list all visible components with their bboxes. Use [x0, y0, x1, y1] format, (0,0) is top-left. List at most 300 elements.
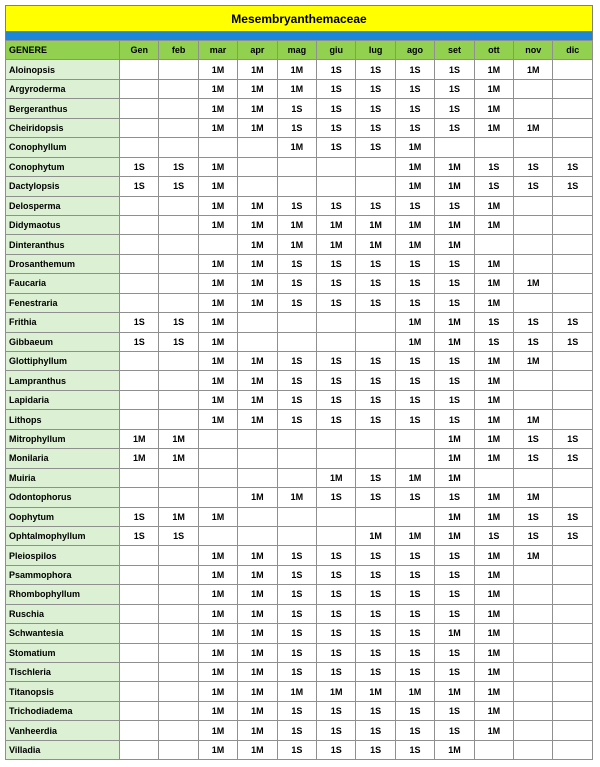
- schedule-cell: 1S: [356, 663, 395, 682]
- schedule-cell: [277, 468, 316, 487]
- schedule-cell: 1M: [238, 274, 277, 293]
- schedule-cell: 1M: [198, 157, 237, 176]
- genus-cell: Bergeranthus: [6, 99, 120, 118]
- schedule-cell: 1S: [474, 177, 513, 196]
- schedule-cell: [159, 585, 198, 604]
- column-header-apr: apr: [238, 41, 277, 60]
- genus-cell: Fenestraria: [6, 293, 120, 312]
- schedule-cell: [198, 429, 237, 448]
- schedule-cell: [553, 371, 593, 390]
- schedule-cell: [120, 274, 159, 293]
- schedule-cell: [356, 177, 395, 196]
- schedule-cell: [120, 740, 159, 759]
- table-row: [6, 507, 593, 526]
- schedule-cell: 1M: [474, 663, 513, 682]
- schedule-cell: 1S: [356, 196, 395, 215]
- schedule-cell: 1M: [238, 118, 277, 137]
- schedule-cell: 1M: [317, 468, 356, 487]
- schedule-cell: 1M: [198, 682, 237, 701]
- schedule-cell: [514, 468, 553, 487]
- schedule-cell: [198, 449, 237, 468]
- schedule-cell: [553, 643, 593, 662]
- schedule-cell: 1M: [474, 546, 513, 565]
- table-row: [6, 682, 593, 701]
- schedule-cell: [159, 254, 198, 273]
- schedule-cell: 1S: [435, 254, 474, 273]
- schedule-cell: 1S: [553, 449, 593, 468]
- schedule-cell: [514, 79, 553, 98]
- schedule-cell: 1M: [277, 235, 316, 254]
- schedule-cell: 1S: [395, 488, 434, 507]
- schedule-cell: 1M: [435, 235, 474, 254]
- schedule-cell: 1S: [435, 585, 474, 604]
- schedule-cell: 1M: [198, 99, 237, 118]
- schedule-cell: 1M: [474, 721, 513, 740]
- schedule-cell: [277, 157, 316, 176]
- schedule-cell: 1S: [277, 721, 316, 740]
- schedule-cell: 1M: [238, 488, 277, 507]
- schedule-cell: 1S: [356, 390, 395, 409]
- schedule-cell: [514, 701, 553, 720]
- schedule-cell: 1M: [474, 274, 513, 293]
- schedule-cell: 1M: [238, 215, 277, 234]
- schedule-cell: [553, 274, 593, 293]
- schedule-cell: 1S: [277, 118, 316, 137]
- schedule-cell: 1S: [356, 488, 395, 507]
- schedule-cell: 1S: [395, 663, 434, 682]
- schedule-cell: 1S: [356, 604, 395, 623]
- schedule-cell: 1M: [198, 643, 237, 662]
- schedule-cell: 1M: [474, 624, 513, 643]
- schedule-cell: [159, 235, 198, 254]
- schedule-cell: [514, 215, 553, 234]
- schedule-cell: 1M: [395, 332, 434, 351]
- schedule-cell: [238, 313, 277, 332]
- schedule-cell: 1S: [277, 546, 316, 565]
- table-row: [6, 118, 593, 137]
- schedule-cell: 1S: [395, 721, 434, 740]
- column-header-dic: dic: [553, 41, 593, 60]
- schedule-cell: 1S: [277, 99, 316, 118]
- schedule-cell: [277, 526, 316, 545]
- schedule-cell: [356, 507, 395, 526]
- schedule-cell: 1M: [435, 177, 474, 196]
- schedule-cell: [120, 60, 159, 79]
- schedule-cell: [238, 138, 277, 157]
- schedule-cell: 1M: [474, 585, 513, 604]
- schedule-cell: 1S: [395, 371, 434, 390]
- table-row: [6, 293, 593, 312]
- schedule-cell: 1M: [277, 488, 316, 507]
- genus-cell: Gibbaeum: [6, 332, 120, 351]
- schedule-cell: [553, 293, 593, 312]
- schedule-cell: 1M: [277, 215, 316, 234]
- schedule-cell: [120, 196, 159, 215]
- schedule-cell: 1M: [198, 565, 237, 584]
- schedule-cell: 1S: [317, 352, 356, 371]
- schedule-cell: 1M: [238, 99, 277, 118]
- schedule-cell: 1M: [474, 410, 513, 429]
- schedule-cell: 1M: [474, 643, 513, 662]
- schedule-cell: 1M: [435, 740, 474, 759]
- schedule-cell: 1M: [395, 526, 434, 545]
- schedule-cell: 1S: [356, 138, 395, 157]
- schedule-cell: 1M: [514, 352, 553, 371]
- schedule-cell: 1M: [474, 215, 513, 234]
- schedule-cell: 1M: [198, 701, 237, 720]
- schedule-cell: 1S: [435, 488, 474, 507]
- schedule-cell: 1S: [435, 293, 474, 312]
- genus-cell: Glottiphyllum: [6, 352, 120, 371]
- schedule-cell: 1S: [395, 293, 434, 312]
- schedule-cell: 1S: [356, 410, 395, 429]
- schedule-cell: 1M: [159, 507, 198, 526]
- genus-cell: Vanheerdia: [6, 721, 120, 740]
- schedule-cell: 1S: [159, 177, 198, 196]
- schedule-cell: 1S: [317, 390, 356, 409]
- schedule-cell: 1S: [435, 701, 474, 720]
- schedule-cell: 1M: [356, 526, 395, 545]
- schedule-cell: 1S: [356, 468, 395, 487]
- schedule-cell: 1S: [277, 663, 316, 682]
- schedule-cell: 1M: [435, 682, 474, 701]
- schedule-cell: [356, 157, 395, 176]
- schedule-cell: 1S: [277, 643, 316, 662]
- schedule-cell: [514, 196, 553, 215]
- schedule-cell: 1M: [474, 565, 513, 584]
- schedule-cell: 1S: [317, 624, 356, 643]
- schedule-cell: 1S: [317, 371, 356, 390]
- schedule-cell: [553, 390, 593, 409]
- schedule-cell: 1M: [198, 118, 237, 137]
- schedule-cell: [120, 99, 159, 118]
- schedule-cell: 1S: [474, 157, 513, 176]
- schedule-cell: 1S: [395, 79, 434, 98]
- table-row: [6, 99, 593, 118]
- schedule-cell: [514, 371, 553, 390]
- schedule-cell: 1M: [395, 177, 434, 196]
- schedule-cell: 1M: [395, 138, 434, 157]
- schedule-cell: [553, 196, 593, 215]
- genus-cell: Oophytum: [6, 507, 120, 526]
- table-row: [6, 721, 593, 740]
- schedule-cell: [159, 546, 198, 565]
- genus-cell: Faucaria: [6, 274, 120, 293]
- schedule-cell: 1S: [435, 721, 474, 740]
- schedule-cell: [474, 468, 513, 487]
- schedule-cell: [159, 740, 198, 759]
- schedule-cell: 1S: [395, 740, 434, 759]
- column-header-nov: nov: [514, 41, 553, 60]
- schedule-cell: 1S: [553, 429, 593, 448]
- schedule-cell: [356, 313, 395, 332]
- schedule-cell: 1S: [395, 546, 434, 565]
- schedule-cell: [120, 118, 159, 137]
- schedule-cell: 1M: [474, 254, 513, 273]
- schedule-cell: 1S: [435, 274, 474, 293]
- schedule-cell: 1S: [317, 701, 356, 720]
- schedule-cell: [120, 254, 159, 273]
- schedule-cell: 1M: [198, 60, 237, 79]
- schedule-cell: 1S: [159, 157, 198, 176]
- schedule-cell: 1M: [198, 721, 237, 740]
- genus-cell: Psammophora: [6, 565, 120, 584]
- schedule-cell: 1S: [356, 624, 395, 643]
- column-header-giu: giu: [317, 41, 356, 60]
- table-row: [6, 624, 593, 643]
- schedule-cell: 1M: [514, 410, 553, 429]
- schedule-cell: 1S: [395, 410, 434, 429]
- schedule-cell: [553, 118, 593, 137]
- schedule-cell: [238, 429, 277, 448]
- schedule-cell: [238, 177, 277, 196]
- schedule-cell: 1M: [435, 429, 474, 448]
- table-row: [6, 604, 593, 623]
- schedule-cell: [120, 410, 159, 429]
- column-header-ago: ago: [395, 41, 434, 60]
- spreadsheet: [5, 5, 593, 760]
- genus-cell: Lampranthus: [6, 371, 120, 390]
- schedule-cell: [514, 740, 553, 759]
- schedule-cell: 1S: [395, 624, 434, 643]
- schedule-cell: 1M: [238, 643, 277, 662]
- schedule-cell: 1M: [198, 546, 237, 565]
- schedule-cell: 1M: [474, 682, 513, 701]
- schedule-cell: 1M: [277, 60, 316, 79]
- schedule-cell: 1M: [198, 177, 237, 196]
- schedule-cell: [474, 740, 513, 759]
- schedule-cell: [120, 546, 159, 565]
- schedule-cell: 1S: [435, 60, 474, 79]
- schedule-cell: [238, 526, 277, 545]
- table-row: [6, 177, 593, 196]
- schedule-cell: [553, 99, 593, 118]
- schedule-cell: [198, 526, 237, 545]
- table-row: [6, 643, 593, 662]
- schedule-cell: [514, 643, 553, 662]
- schedule-cell: 1M: [474, 60, 513, 79]
- schedule-cell: [120, 643, 159, 662]
- schedule-cell: 1M: [238, 293, 277, 312]
- schedule-cell: [317, 332, 356, 351]
- schedule-cell: [514, 682, 553, 701]
- schedule-cell: 1S: [435, 410, 474, 429]
- schedule-cell: 1M: [238, 352, 277, 371]
- schedule-cell: 1S: [317, 99, 356, 118]
- schedule-cell: 1M: [198, 274, 237, 293]
- schedule-cell: [395, 507, 434, 526]
- schedule-cell: [120, 390, 159, 409]
- schedule-cell: 1S: [395, 643, 434, 662]
- schedule-cell: 1S: [553, 332, 593, 351]
- schedule-cell: 1M: [474, 118, 513, 137]
- schedule-cell: 1S: [317, 488, 356, 507]
- schedule-cell: [238, 449, 277, 468]
- schedule-cell: 1S: [317, 196, 356, 215]
- schedule-cell: 1S: [356, 740, 395, 759]
- schedule-cell: 1S: [356, 79, 395, 98]
- schedule-cell: 1S: [277, 410, 316, 429]
- schedule-cell: [553, 138, 593, 157]
- schedule-cell: 1M: [277, 79, 316, 98]
- genus-cell: Villadia: [6, 740, 120, 759]
- schedule-cell: 1M: [238, 235, 277, 254]
- schedule-cell: [198, 468, 237, 487]
- column-header-set: set: [435, 41, 474, 60]
- schedule-cell: 1S: [553, 157, 593, 176]
- table-row: [6, 371, 593, 390]
- schedule-cell: 1M: [474, 99, 513, 118]
- schedule-cell: 1M: [474, 488, 513, 507]
- schedule-cell: 1M: [238, 663, 277, 682]
- table-row: [6, 546, 593, 565]
- table-row: [6, 352, 593, 371]
- schedule-cell: [317, 507, 356, 526]
- schedule-cell: [120, 293, 159, 312]
- schedule-cell: [514, 254, 553, 273]
- schedule-cell: 1S: [356, 99, 395, 118]
- schedule-cell: 1S: [277, 701, 316, 720]
- schedule-cell: 1S: [356, 643, 395, 662]
- schedule-cell: [120, 585, 159, 604]
- schedule-cell: [277, 313, 316, 332]
- schedule-cell: 1M: [198, 624, 237, 643]
- schedule-cell: 1S: [317, 604, 356, 623]
- column-header-feb: feb: [159, 41, 198, 60]
- schedule-cell: [120, 79, 159, 98]
- schedule-cell: [553, 254, 593, 273]
- schedule-cell: 1S: [514, 332, 553, 351]
- schedule-cell: 1S: [317, 118, 356, 137]
- schedule-cell: 1M: [514, 488, 553, 507]
- schedule-cell: 1S: [435, 79, 474, 98]
- schedule-cell: 1S: [317, 410, 356, 429]
- schedule-cell: 1M: [435, 157, 474, 176]
- schedule-cell: [317, 449, 356, 468]
- table-row: [6, 215, 593, 234]
- schedule-cell: 1M: [317, 682, 356, 701]
- schedule-cell: [553, 740, 593, 759]
- schedule-cell: 1M: [198, 585, 237, 604]
- schedule-cell: 1M: [238, 682, 277, 701]
- column-header-genere: GENERE: [6, 41, 120, 60]
- schedule-cell: 1S: [395, 352, 434, 371]
- genus-cell: Dinteranthus: [6, 235, 120, 254]
- schedule-cell: [553, 60, 593, 79]
- schedule-cell: [553, 235, 593, 254]
- schedule-cell: 1M: [198, 390, 237, 409]
- schedule-cell: [395, 429, 434, 448]
- genus-cell: Cheiridopsis: [6, 118, 120, 137]
- schedule-cell: [514, 99, 553, 118]
- schedule-cell: [553, 79, 593, 98]
- schedule-cell: 1S: [395, 701, 434, 720]
- schedule-cell: 1M: [474, 507, 513, 526]
- schedule-cell: [120, 215, 159, 234]
- schedule-cell: 1S: [277, 565, 316, 584]
- schedule-cell: 1S: [120, 177, 159, 196]
- schedule-cell: 1M: [238, 254, 277, 273]
- schedule-cell: [120, 624, 159, 643]
- schedule-cell: 1S: [435, 371, 474, 390]
- schedule-cell: [198, 488, 237, 507]
- schedule-cell: 1M: [474, 429, 513, 448]
- schedule-cell: 1M: [159, 449, 198, 468]
- schedule-cell: [317, 526, 356, 545]
- table-row: [6, 332, 593, 351]
- schedule-cell: 1M: [317, 215, 356, 234]
- schedule-cell: [356, 332, 395, 351]
- schedule-cell: [553, 624, 593, 643]
- schedule-cell: [277, 332, 316, 351]
- schedule-cell: 1M: [514, 274, 553, 293]
- schedule-cell: [553, 468, 593, 487]
- table-row: [6, 196, 593, 215]
- schedule-cell: 1S: [514, 157, 553, 176]
- schedule-cell: 1S: [317, 663, 356, 682]
- schedule-cell: 1S: [395, 585, 434, 604]
- schedule-cell: [159, 604, 198, 623]
- schedule-cell: [553, 215, 593, 234]
- genus-cell: Schwantesia: [6, 624, 120, 643]
- genus-cell: Conophytum: [6, 157, 120, 176]
- schedule-cell: 1S: [317, 79, 356, 98]
- schedule-cell: 1M: [356, 682, 395, 701]
- schedule-cell: [120, 352, 159, 371]
- schedule-cell: [553, 604, 593, 623]
- schedule-cell: 1M: [238, 701, 277, 720]
- schedule-cell: [553, 701, 593, 720]
- schedule-cell: 1S: [277, 352, 316, 371]
- schedule-cell: 1S: [277, 196, 316, 215]
- schedule-cell: 1M: [198, 410, 237, 429]
- schedule-cell: [120, 604, 159, 623]
- schedule-cell: 1S: [435, 663, 474, 682]
- schedule-cell: 1S: [514, 177, 553, 196]
- schedule-cell: 1M: [238, 371, 277, 390]
- table-row: [6, 235, 593, 254]
- schedule-cell: [120, 663, 159, 682]
- schedule-cell: 1M: [238, 604, 277, 623]
- table-body: [6, 60, 593, 760]
- schedule-cell: 1S: [435, 196, 474, 215]
- genus-cell: Monilaria: [6, 449, 120, 468]
- schedule-cell: [159, 99, 198, 118]
- schedule-cell: 1M: [435, 624, 474, 643]
- schedule-cell: 1M: [395, 215, 434, 234]
- schedule-cell: [198, 235, 237, 254]
- schedule-cell: 1M: [238, 390, 277, 409]
- schedule-cell: [514, 390, 553, 409]
- schedule-cell: 1S: [435, 604, 474, 623]
- schedule-cell: [317, 313, 356, 332]
- schedule-cell: [277, 449, 316, 468]
- schedule-cell: 1S: [553, 507, 593, 526]
- schedule-cell: 1S: [474, 526, 513, 545]
- schedule-cell: 1S: [553, 177, 593, 196]
- schedule-cell: 1S: [120, 313, 159, 332]
- schedule-cell: [553, 352, 593, 371]
- schedule-cell: [159, 138, 198, 157]
- schedule-cell: 1M: [198, 740, 237, 759]
- schedule-cell: [159, 352, 198, 371]
- table-row: [6, 468, 593, 487]
- schedule-cell: 1S: [514, 429, 553, 448]
- schedule-cell: 1S: [435, 546, 474, 565]
- schedule-cell: [159, 118, 198, 137]
- watering-schedule-table: [5, 40, 593, 760]
- schedule-cell: [159, 79, 198, 98]
